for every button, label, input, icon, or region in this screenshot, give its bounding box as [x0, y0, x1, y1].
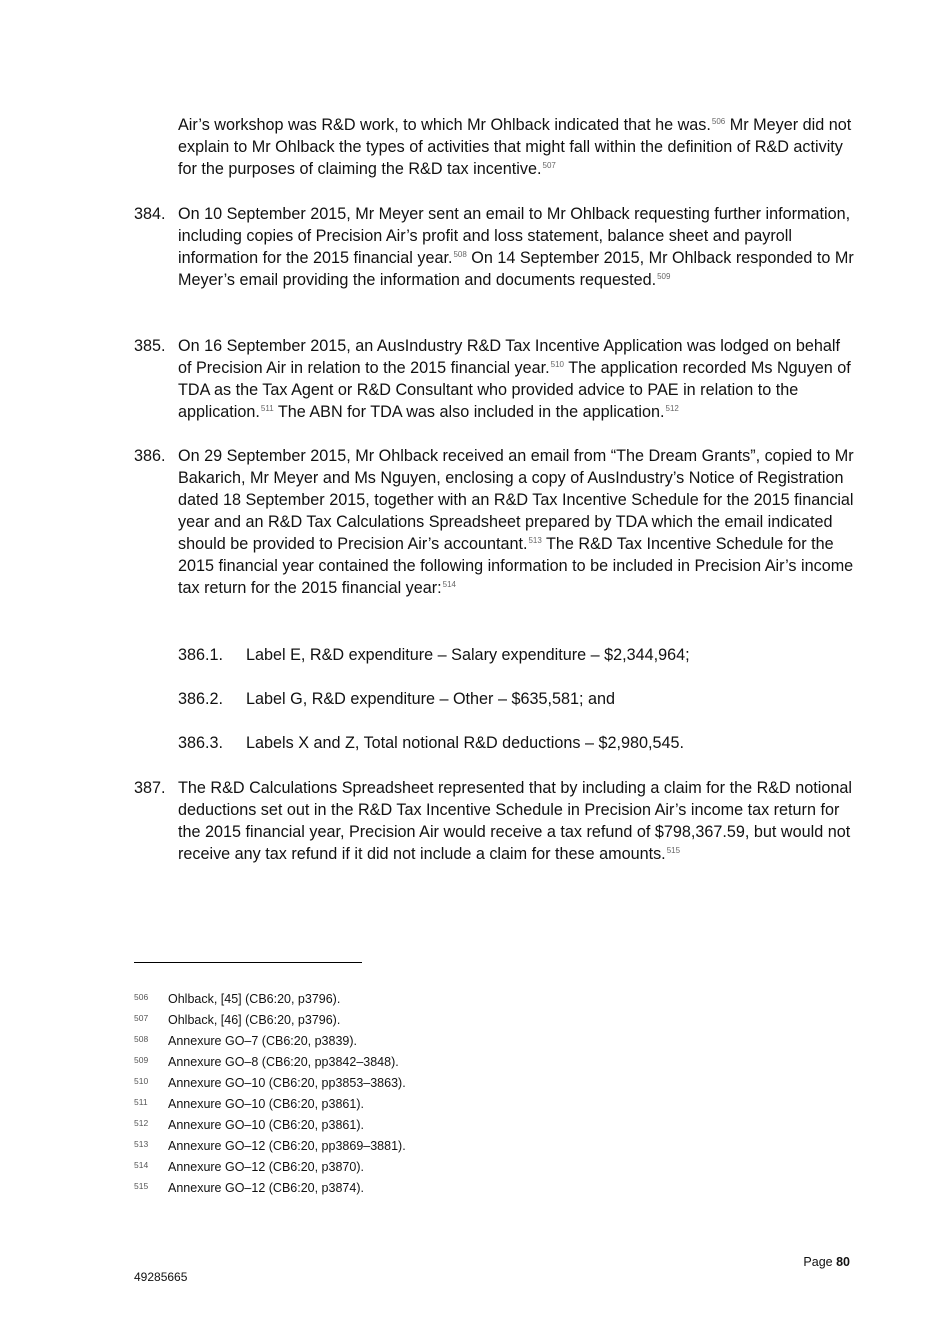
paragraph-text: On 10 September 2015, Mr Meyer sent an email to Mr Ohlback requesting further information, including copies of Precision Air’s profit and loss statement, balance sheet and payroll information for the 2015 financial year.$^{508}$ On 14 September 2015, Mr Ohlback responded to Mr Meyer’s email providing the information and documents requested.$^{509}$: [178, 205, 854, 289]
subparagraph-386-3: [178, 732, 684, 754]
subparagraph-386-2: [178, 688, 615, 710]
footnote: [134, 1155, 406, 1176]
footnote-number: 507: [134, 1013, 149, 1023]
footnote-text: Annexure GO–12 (CB6:20, pp3869–3881).: [168, 1139, 406, 1153]
footnote-ref[interactable]: 515: [666, 846, 681, 855]
footnote: [134, 1092, 406, 1113]
subparagraph-number: 386.3.: [178, 734, 224, 752]
footnote-number: 514: [134, 1160, 149, 1170]
paragraph-text: On 16 September 2015, an AusIndustry R&D Tax Incentive Application was lodged on behalf of Precision Air in relation to the 2015 financial year.$^{510}$ The application recorded Ms Nguyen of TDA as the Tax Agent or R&D Consultant who provided advice to PAE in relation to the application.$^{511}$ The ABN for TDA was also included in the application.$^{512}$: [178, 337, 851, 421]
footnote-ref[interactable]: 514: [442, 580, 457, 589]
paragraph-number: 387.: [134, 779, 166, 797]
footnote-number: 506: [134, 992, 149, 1002]
page-label: Page: [803, 1255, 833, 1269]
subparagraph-number: 386.1.: [178, 646, 224, 664]
footnote-number: 513: [134, 1139, 149, 1149]
footnote-text: Annexure GO–8 (CB6:20, pp3842–3848).: [168, 1055, 399, 1069]
footnote-ref[interactable]: 506: [711, 117, 726, 126]
paragraph-text: On 29 September 2015, Mr Ohlback received an email from “The Dream Grants”, copied to Mr Bakarich, Mr Meyer and Ms Nguyen, enclosing a copy of AusIndustry’s Notice of Registration dated 18 September 2015, together with an R&D Tax Incentive Schedule for the 2015 financial year and an R&D Tax Calculations Spreadsheet prepared by TDA which the email indicated should be provided to Precision Air’s accountant.$^{513}$ The R&D Tax Incentive Schedule for the 2015 financial year contained the following information to be included in Precision Air’s income tax return for the 2015 financial year:$^{514}$: [178, 447, 854, 597]
footnote-text: Annexure GO–7 (CB6:20, p3839).: [168, 1034, 358, 1048]
subparagraph-text: Labels X and Z, Total notional R&D deductions – $2,980,545.: [246, 734, 684, 752]
subparagraph-text: Label E, R&D expenditure – Salary expenditure – $2,344,964;: [246, 646, 690, 664]
footnote: [134, 1113, 406, 1134]
footnote-number: 511: [134, 1097, 148, 1107]
footnote: [134, 1008, 406, 1029]
footnote-text: Ohlback, [46] (CB6:20, p3796).: [168, 1013, 341, 1027]
footnote-number: 510: [134, 1076, 149, 1086]
footnote-number: 515: [134, 1181, 149, 1191]
document-id: 49285665: [134, 1270, 188, 1284]
page-number-value: 80: [836, 1255, 850, 1269]
footnote-ref[interactable]: 507: [542, 161, 556, 170]
footnote-text: Annexure GO–10 (CB6:20, pp3853–3863).: [168, 1076, 406, 1090]
footnotes: [134, 987, 406, 1197]
footnote-ref[interactable]: 511: [260, 404, 274, 413]
footnote-ref[interactable]: 509: [657, 272, 671, 281]
footnote-number: 509: [134, 1055, 149, 1065]
footnote-number: 512: [134, 1118, 149, 1128]
footnote: [134, 1134, 406, 1155]
page-number: [803, 1255, 850, 1269]
footnote-text: Annexure GO–10 (CB6:20, p3861).: [168, 1118, 364, 1132]
continued-paragraph: Air’s workshop was R&D work, to which Mr Ohlback indicated that he was.$^{506}$ Mr Meyer did not explain to Mr Ohlback the types of activities that might fall within the definition of R&D activity for the purposes of claiming the R&D tax incentive.$^{507}$: [178, 116, 852, 178]
paragraph-text: The R&D Calculations Spreadsheet represented that by including a claim for the R&D notional deductions set out in the R&D Tax Incentive Schedule in Precision Air’s income tax return for the 2015 financial year, Precision Air would receive a tax refund of $798,367.59, but would not receive any tax refund if it did not include a claim for these amounts.$^{515}$: [178, 779, 852, 863]
paragraph-number: 385.: [134, 337, 166, 355]
subparagraph-number: 386.2.: [178, 690, 224, 708]
footnote: [134, 987, 406, 1008]
paragraph-number: 384.: [134, 205, 166, 223]
footnote-separator: [134, 962, 362, 963]
footnote-ref[interactable]: 508: [453, 250, 467, 259]
footnote-text: Annexure GO–12 (CB6:20, p3870).: [168, 1160, 364, 1174]
footnote: [134, 1050, 406, 1071]
footnote: [134, 1029, 406, 1050]
footnote-text: Ohlback, [45] (CB6:20, p3796).: [168, 992, 341, 1006]
footnote: [134, 1176, 406, 1197]
paragraph-number: 386.: [134, 447, 166, 465]
footnote-ref[interactable]: 512: [665, 404, 679, 413]
footnote: [134, 1071, 406, 1092]
footnote-text: Annexure GO–10 (CB6:20, p3861).: [168, 1097, 364, 1111]
subparagraph-386-1: [178, 644, 690, 666]
footnote-ref[interactable]: 510: [550, 360, 564, 369]
footnote-ref[interactable]: 513: [528, 536, 542, 545]
footnote-text: Annexure GO–12 (CB6:20, p3874).: [168, 1181, 364, 1195]
footnote-number: 508: [134, 1034, 149, 1044]
subparagraph-text: Label G, R&D expenditure – Other – $635,581; and: [246, 690, 615, 708]
